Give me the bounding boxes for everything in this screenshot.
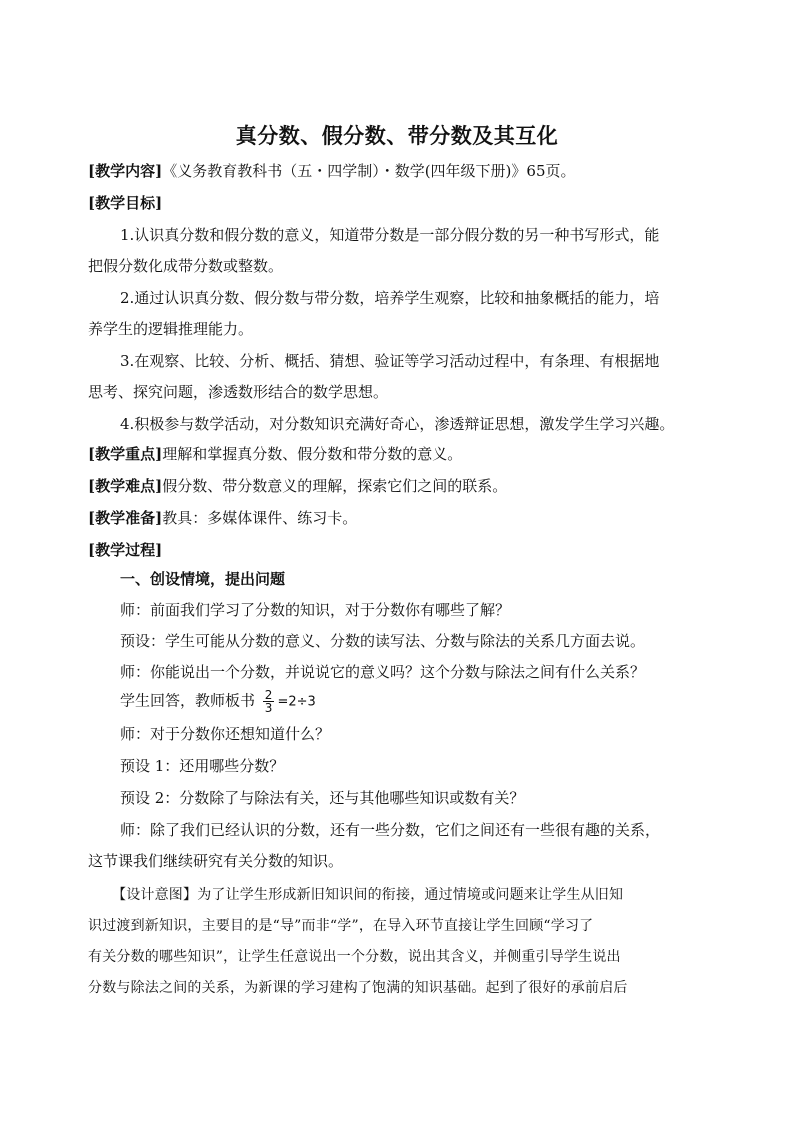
- difficulty-text: 假分数、带分数意义的理解，探索它们之间的联系。: [162, 477, 508, 495]
- closing-line-2: 这节课我们继续研究有关分数的知识。: [88, 852, 344, 870]
- key-point-text: 理解和掌握真分数、假分数和带分数的意义。: [162, 445, 463, 463]
- goal-3-line1: 3.在观察、比较、分析、概括、猜想、验证等学习活动过程中，有条理、有根据地: [120, 352, 660, 370]
- fraction-denominator: 3: [264, 701, 273, 715]
- teaching-content-text: 《义务教育教科书（五・四学制）・数学(四年级下册)》65页。: [162, 162, 576, 180]
- teaching-content-label: [教学内容]: [88, 162, 163, 180]
- design-intent-line-3: 有关分数的哪些知识”，让学生任意说出一个分数，说出其含义，并侧重引导学生说出: [88, 949, 621, 965]
- difficulty-label: [教学难点]: [88, 477, 163, 495]
- goal-2-line2: 养学生的逻辑推理能力。: [88, 320, 254, 338]
- preparation-label: [教学准备]: [88, 509, 163, 527]
- section-1-heading: 一、创设情境，提出问题: [120, 570, 286, 588]
- teaching-goals-label: [教学目标]: [88, 194, 163, 212]
- process-line-6: 预设 2：分数除了与除法有关，还与其他哪些知识或数有关？: [120, 789, 525, 807]
- design-intent-line-1: 【设计意图】为了让学生形成新旧知识间的衔接，通过情境或问题来让学生从旧知: [112, 887, 624, 903]
- design-intent-line-4: 分数与除法之间的关系，为新课的学习建构了饱满的知识基础。起到了很好的承前启后: [88, 980, 628, 996]
- goal-1-line1: 1.认识真分数和假分数的意义，知道带分数是一部分假分数的另一种书写形式，能: [120, 226, 660, 244]
- preparation-text: 教具：多媒体课件、练习卡。: [162, 509, 358, 527]
- preparation: [88, 507, 708, 529]
- process-label: [教学过程]: [88, 541, 163, 559]
- board-line: [120, 689, 740, 714]
- goal-3-line2: 思考、探究问题，渗透数形结合的数学思想。: [88, 383, 389, 401]
- process-line-3: 师：你能说出一个分数，并说说它的意义吗？这个分数与除法之间有什么关系？: [120, 663, 646, 681]
- difficulty: [88, 475, 708, 497]
- process-line-4: 师：对于分数你还想知道什么？: [120, 725, 331, 743]
- fraction-numerator: 2: [264, 688, 273, 702]
- goal-1-line2: 把假分数化成带分数或整数。: [88, 257, 284, 275]
- key-point-label: [教学重点]: [88, 445, 163, 463]
- process-line-1: 师：前面我们学习了分数的知识，对于分数你有哪些了解？: [120, 601, 511, 619]
- process-line-2: 预设：学生可能从分数的意义、分数的读写法、分数与除法的关系几方面去说。: [120, 632, 646, 650]
- closing-line-1: 师：除了我们已经认识的分数，还有一些分数，它们之间还有一些很有趣的关系，: [120, 821, 661, 839]
- key-point: [88, 443, 708, 465]
- teaching-content: [88, 160, 708, 182]
- page-title: 真分数、假分数、带分数及其互化: [235, 123, 559, 148]
- process-line-5: 预设 1：还用哪些分数？: [120, 757, 285, 775]
- design-intent-line-2: 识过渡到新知识，主要目的是“导”而非“学”，在导入环节直接让学生回顾“学习了: [88, 918, 594, 934]
- board-prefix: 学生回答，教师板书: [120, 691, 256, 710]
- board-suffix: =2÷3: [277, 694, 316, 710]
- goal-4-line1: 4.积极参与数学活动，对分数知识充满好奇心，渗透辩证思想，激发学生学习兴趣。: [120, 415, 675, 433]
- fraction-two-thirds: [263, 689, 275, 714]
- goal-2-line1: 2.通过认识真分数、假分数与带分数，培养学生观察，比较和抽象概括的能力，培: [120, 289, 660, 307]
